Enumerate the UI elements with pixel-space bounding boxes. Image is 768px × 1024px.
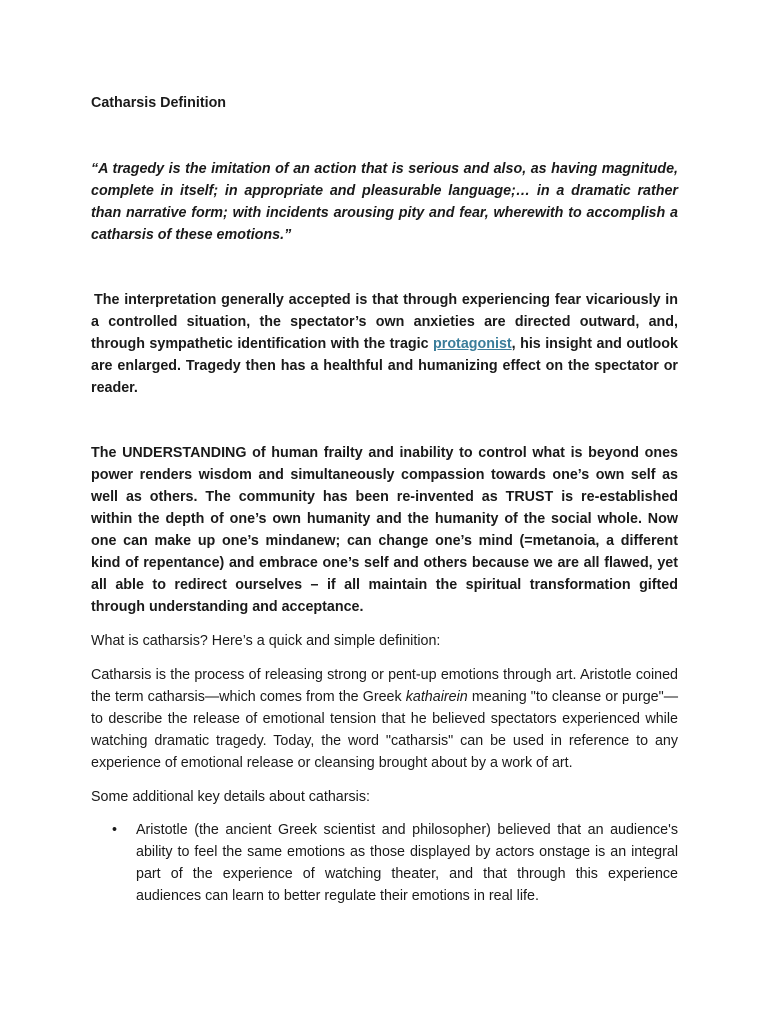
- interpretation-text-after: , his insight and outlook are enlarged. Tragedy then has a healthful and humanizing effect on the spectator or reader.: [91, 336, 678, 396]
- greek-term: kathairein: [405, 689, 468, 705]
- interpretation-text-before: The interpretation generally accepted is that through experiencing fear vicariously in a controlled situation, the spectator’s own anxieties are directed outward, and, through sympathetic identification with the tragic: [91, 292, 678, 352]
- details-intro: Some additional key details about catharsis:: [91, 789, 370, 805]
- details-list: [91, 819, 678, 907]
- document-heading: Catharsis Definition: [91, 95, 227, 111]
- definition-text-after: meaning "to cleanse or purge"—to describe the release of emotional tension that he believed spectators experienced while watching dramatic tragedy. Today, the word "catharsis" can be used in reference to any experience of emotional release or cleansing brought about by a work of art.: [91, 689, 678, 771]
- aristotle-quote: “A tragedy is the imitation of an action that is serious and also, as having magnitude, complete in itself; in appropriate and pleasurable language;… in a dramatic rather than narrative form; with incidents arousing pity and fear, wherewith to accomplish a catharsis of these emotions.”: [91, 161, 678, 243]
- document-page: [91, 92, 678, 907]
- definition-paragraph: [91, 664, 678, 774]
- bullet-icon: •: [112, 822, 118, 838]
- interpretation-paragraph: [91, 289, 678, 399]
- definition-text-before: Catharsis is the process of releasing strong or pent-up emotions through art. Aristotle coined the term catharsis—which comes from the Greek: [91, 667, 678, 705]
- understanding-paragraph: The UNDERSTANDING of human frailty and inability to control what is beyond ones power renders wisdom and simultaneously compassion towards one’s own self as well as others. The community has been re-invented as TRUST is re-established within the depth of one’s own humanity and the humanity of the social whole. Now one can make up one’s mindanew; can change one’s mind (=metanoia, a different kind of repentance) and embrace one’s self and others because we are all flawed, yet all able to redirect ourselves – if all maintain the spiritual transformation gifted through understanding and acceptance.: [91, 445, 678, 615]
- list-item-text: Aristotle (the ancient Greek scientist and philosopher) believed that an audience's ability to feel the same emotions as those displayed by actors onstage is an integral part of the experience of watching theater, and that through this experience audiences can learn to better regulate their emotions in real life.: [136, 822, 678, 904]
- protagonist-link[interactable]: protagonist: [433, 336, 512, 352]
- list-item: [91, 819, 678, 907]
- question-paragraph: What is catharsis? Here’s a quick and simple definition:: [91, 633, 441, 649]
